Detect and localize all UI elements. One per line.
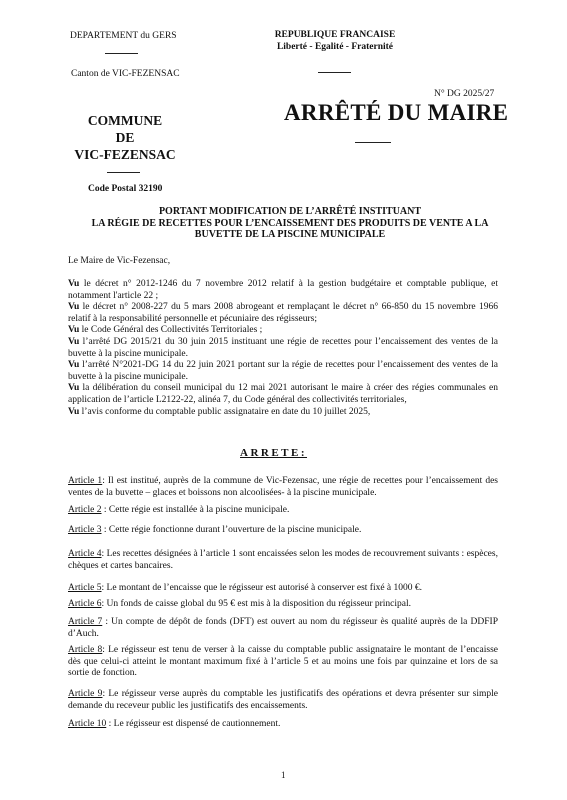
article-10 — [68, 719, 498, 731]
republic-label: REPUBLIQUE FRANCAISE — [274, 30, 396, 40]
consideration-item — [68, 383, 498, 406]
consideration-text: l’avis conforme du comptable public assignataire en date du 10 juillet 2025, — [79, 406, 371, 417]
consideration-text: l’arrêté DG 2015/21 du 30 juin 2015 instituant une régie de recettes pour l’encaissement des ventes de la buvette à la piscine municipale. — [68, 336, 498, 359]
divider — [107, 172, 140, 173]
article-text: : Le régisseur est tenu de verser à la caisse du comptable public assignataire le montant de l’encaisse dès que celui-ci atteint le montant maximum fixé à l’article 5 et au moins une fois par quinzaine et lors de sa sortie de fonction. — [68, 645, 498, 679]
article-label: Article 3 — [68, 525, 102, 535]
department-label: DEPARTEMENT du GERS — [70, 31, 177, 41]
commune-line: COMMUNE — [87, 113, 163, 128]
article-3 — [68, 525, 498, 537]
article-text: : Il est institué, auprès de la commune de Vic-Fezensac, une régie de recettes pour l’encaissement des ventes de la buvette – glaces et boissons non alcoolisées- à la piscine municipale. — [68, 476, 498, 498]
consideration-item — [68, 325, 498, 337]
commune-block — [70, 112, 180, 163]
vu-word: Vu — [68, 406, 80, 417]
divider — [318, 72, 351, 73]
article-6 — [68, 599, 498, 611]
article-text: : Cette régie fonctionne durant l’ouverture de la piscine municipale. — [101, 525, 362, 535]
consideration-text: le Code Général des Collectivités Territoriales ; — [79, 325, 263, 336]
consideration-text: la délibération du conseil municipal du 12 mai 2021 autorisant le maire à créer des régies communales en application de l’article L2122-22, alinéa 7, du Code général des collectivités territoriales, — [68, 383, 498, 405]
motto-label: Liberté - Egalité - Fraternité — [276, 42, 394, 52]
vu-word: Vu — [68, 360, 80, 371]
consideration-item — [68, 407, 498, 419]
arrete-heading: ARRETE: — [240, 447, 308, 459]
consideration-item — [68, 337, 498, 360]
article-8 — [68, 645, 498, 680]
decree-subject — [60, 206, 520, 241]
article-text: : Le régisseur verse auprès du comptable les justificatifs des opérations et devra présenter sur simple demande du receveur public les justificatifs des encaissements. — [68, 689, 498, 711]
article-text: : Le régisseur est dispensé de cautionnement. — [106, 719, 281, 729]
consideration-item — [68, 279, 498, 302]
article-4 — [68, 549, 498, 572]
commune-line: DE — [115, 130, 135, 145]
article-7 — [68, 617, 498, 640]
consideration-item — [68, 302, 498, 325]
article-1 — [68, 476, 498, 499]
consideration-text: l’arrêté N°2021-DG 14 du 22 juin 2021 portant sur la régie de recettes pour l’encaissement des ventes de la buvette à la piscine municipale. — [68, 360, 498, 382]
article-label: Article 8 — [68, 645, 103, 655]
article-9 — [68, 689, 498, 712]
considerations — [68, 279, 498, 418]
article-text: : Un fonds de caisse global du 95 € est mis à la disposition du régisseur principal. — [101, 599, 412, 609]
article-label: Article 1 — [68, 476, 103, 486]
consideration-item — [68, 360, 498, 383]
postal-code: Code Postal 32190 — [88, 184, 163, 194]
document-number: N° DG 2025/27 — [434, 89, 495, 99]
article-text: : Cette régie est installée à la piscine municipale. — [101, 505, 290, 515]
vu-word: Vu — [68, 383, 80, 394]
article-label: Article 9 — [68, 689, 103, 699]
vu-word: Vu — [68, 325, 80, 336]
divider — [105, 53, 138, 54]
article-label: Article 10 — [68, 719, 107, 729]
page-title: ARRÊTÉ DU MAIRE — [284, 100, 509, 125]
article-label: Article 6 — [68, 599, 102, 609]
article-label: Article 2 — [68, 505, 102, 515]
article-label: Article 5 — [68, 583, 102, 593]
article-label: Article 7 — [68, 617, 103, 627]
consideration-text: le décret n° 2012-1246 du 7 novembre 2012 relatif à la gestion budgétaire et comptable publique, et notamment l'article 22 ; — [68, 279, 498, 301]
subject-line: LA RÉGIE DE RECETTES POUR L’ENCAISSEMENT DES PRODUITS DE VENTE A LA — [91, 217, 489, 229]
consideration-text: le décret n° 2008-227 du 5 mars 2008 abrogeant et remplaçant le décret n° 66-850 du 15 novembre 1966 relatif à la responsabilité personnelle et pécuniaire des régisseurs; — [68, 302, 498, 324]
article-5 — [68, 583, 498, 595]
article-label: Article 4 — [68, 549, 102, 559]
page-number: 1 — [281, 770, 286, 780]
article-text: : Un compte de dépôt de fonds (DFT) est ouvert au nom du régisseur ès qualité auprès de la DDFIP d’Auch. — [68, 617, 498, 639]
republic-block — [270, 29, 400, 53]
article-text: : Le montant de l’encaisse que le régisseur est autorisé à conserver est fixé à 1000 €. — [101, 583, 423, 593]
vu-word: Vu — [68, 279, 80, 289]
subject-line: BUVETTE DE LA PISCINE MUNICIPALE — [194, 229, 386, 240]
canton-label: Canton de VIC-FEZENSAC — [71, 69, 180, 79]
intro-text: Le Maire de Vic-Fezensac, — [68, 256, 171, 266]
commune-line: VIC-FEZENSAC — [74, 147, 176, 162]
divider — [355, 142, 391, 143]
article-2 — [68, 505, 498, 517]
article-text: : Les recettes désignées à l’article 1 sont encaissées selon les modes de recouvrement suivants : espèces, chèques et cartes bancaires. — [68, 549, 498, 571]
subject-line: PORTANT MODIFICATION DE L’ARRÊTÉ INSTITUANT — [158, 206, 422, 217]
vu-word: Vu — [68, 336, 80, 347]
vu-word: Vu — [68, 302, 80, 313]
